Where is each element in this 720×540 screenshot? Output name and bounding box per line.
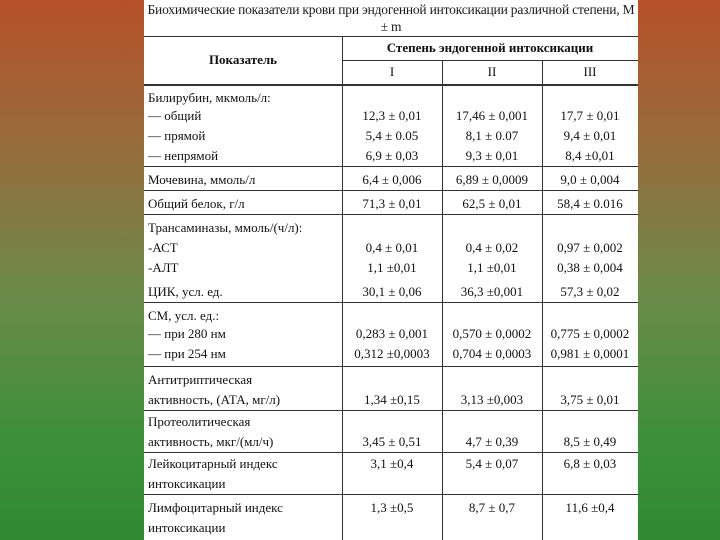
row-value-degree-3: 0,981 ± 0,0001 xyxy=(550,346,630,361)
row-separator xyxy=(144,366,638,367)
row-label: интоксикации xyxy=(148,520,226,535)
header-indicator: Показатель xyxy=(208,52,278,67)
row-value-degree-3: 11,6 ±0,4 xyxy=(565,500,615,515)
row-label: -АЛТ xyxy=(148,260,179,275)
slide-sheet xyxy=(144,0,638,540)
row-value-degree-1: 3,1 ±0,4 xyxy=(370,456,414,471)
row-separator xyxy=(144,410,638,411)
row-label: СМ, усл. ед.: xyxy=(148,308,220,323)
row-value-degree-1: 0,283 ± 0,001 xyxy=(355,326,429,341)
row-value-degree-1: 6,4 ± 0,006 xyxy=(362,172,422,187)
row-value-degree-1: 1,1 ±0,01 xyxy=(367,260,417,275)
row-separator xyxy=(144,190,638,191)
row-value-degree-2: 3,13 ±0,003 xyxy=(460,392,524,407)
row-label: Общий белок, г/л xyxy=(148,196,245,211)
row-separator xyxy=(144,452,638,453)
row-value-degree-2: 8,7 ± 0,7 xyxy=(468,500,516,515)
row-value-degree-3: 3,75 ± 0,01 xyxy=(560,392,620,407)
row-value-degree-3: 0,97 ± 0,002 xyxy=(557,240,623,255)
row-value-degree-3: 8,5 ± 0,49 xyxy=(563,434,617,449)
rule-vertical-3 xyxy=(542,60,543,540)
row-label: Протеолитическая xyxy=(148,414,251,429)
row-value-degree-3: 6,8 ± 0,03 xyxy=(563,456,617,471)
row-value-degree-2: 9,3 ± 0,01 xyxy=(465,148,519,163)
row-value-degree-1: 3,45 ± 0,51 xyxy=(362,434,422,449)
row-value-degree-1: 30,1 ± 0,06 xyxy=(362,284,422,299)
row-value-degree-3: 57,3 ± 0,02 xyxy=(560,284,620,299)
row-value-degree-2: 0,570 ± 0,0002 xyxy=(452,326,532,341)
row-value-degree-1: 71,3 ± 0,01 xyxy=(362,196,422,211)
rule-vertical-2 xyxy=(442,60,443,540)
header-degree-3: III xyxy=(583,64,597,79)
row-label: — прямой xyxy=(148,128,206,143)
row-separator xyxy=(144,494,638,495)
row-value-degree-1: 6,9 ± 0,03 xyxy=(365,148,419,163)
row-label: -АСТ xyxy=(148,240,178,255)
row-value-degree-1: 1,3 ±0,5 xyxy=(370,500,414,515)
row-label: Билирубин, мкмоль/л: xyxy=(148,90,271,105)
row-value-degree-2: 1,1 ±0,01 xyxy=(467,260,517,275)
row-label: — непрямой xyxy=(148,148,219,163)
row-label: интоксикации xyxy=(148,476,226,491)
row-value-degree-3: 9,4 ± 0,01 xyxy=(563,128,617,143)
row-value-degree-1: 5,4 ± 0.05 xyxy=(365,128,419,143)
row-separator xyxy=(144,302,638,303)
row-separator xyxy=(144,166,638,167)
row-value-degree-2: 17,46 ± 0,001 xyxy=(455,108,529,123)
header-degree-1: I xyxy=(389,64,395,79)
row-value-degree-2: 6,89 ± 0,0009 xyxy=(455,172,529,187)
row-label: Лимфоцитарный индекс xyxy=(148,500,283,515)
row-value-degree-2: 0,704 ± 0,0003 xyxy=(452,346,532,361)
rule-vertical-1 xyxy=(342,36,343,540)
row-value-degree-1: 1,34 ±0,15 xyxy=(364,392,420,407)
table-title: Биохимические показатели крови при эндогенной интоксикации различной степени, M ± m xyxy=(147,2,635,34)
header-degree-2: II xyxy=(487,64,497,79)
row-value-degree-2: 36,3 ±0,001 xyxy=(460,284,524,299)
row-label: Антитриптическая xyxy=(148,372,253,387)
row-value-degree-2: 4,7 ± 0,39 xyxy=(465,434,519,449)
row-label: ЦИК, усл. ед. xyxy=(148,284,223,299)
row-label: активность, (АТА, мг/л) xyxy=(148,392,281,407)
row-label: Мочевина, ммоль/л xyxy=(148,172,256,187)
row-value-degree-3: 0,775 ± 0,0002 xyxy=(550,326,630,341)
rule-header-bottom xyxy=(144,84,638,86)
row-label: — при 280 нм xyxy=(148,326,226,341)
row-value-degree-3: 8,4 ±0,01 xyxy=(565,148,615,163)
header-degree-group: Степень эндогенной интоксикации xyxy=(386,40,594,55)
row-label: Лейкоцитарный индекс xyxy=(148,456,278,471)
row-value-degree-3: 0,38 ± 0,004 xyxy=(557,260,623,275)
row-label: Трансаминазы, ммоль/(ч/л): xyxy=(148,220,303,235)
row-value-degree-2: 0,4 ± 0,02 xyxy=(465,240,519,255)
row-value-degree-3: 17,7 ± 0,01 xyxy=(560,108,620,123)
row-value-degree-2: 62,5 ± 0,01 xyxy=(462,196,522,211)
row-label: активность, мкг/(мл/ч) xyxy=(148,434,274,449)
row-value-degree-1: 12,3 ± 0,01 xyxy=(362,108,422,123)
row-label: — при 254 нм xyxy=(148,346,226,361)
row-value-degree-1: 0,4 ± 0,01 xyxy=(365,240,419,255)
row-label: — общий xyxy=(148,108,202,123)
rule-top xyxy=(144,36,638,37)
row-value-degree-2: 8,1 ± 0.07 xyxy=(465,128,519,143)
row-value-degree-1: 0,312 ±0,0003 xyxy=(354,346,430,361)
row-value-degree-3: 58,4 ± 0.016 xyxy=(557,196,623,211)
row-value-degree-3: 9,0 ± 0,004 xyxy=(560,172,620,187)
row-separator xyxy=(144,214,638,215)
row-value-degree-2: 5,4 ± 0,07 xyxy=(465,456,519,471)
rule-header-mid xyxy=(342,60,638,61)
